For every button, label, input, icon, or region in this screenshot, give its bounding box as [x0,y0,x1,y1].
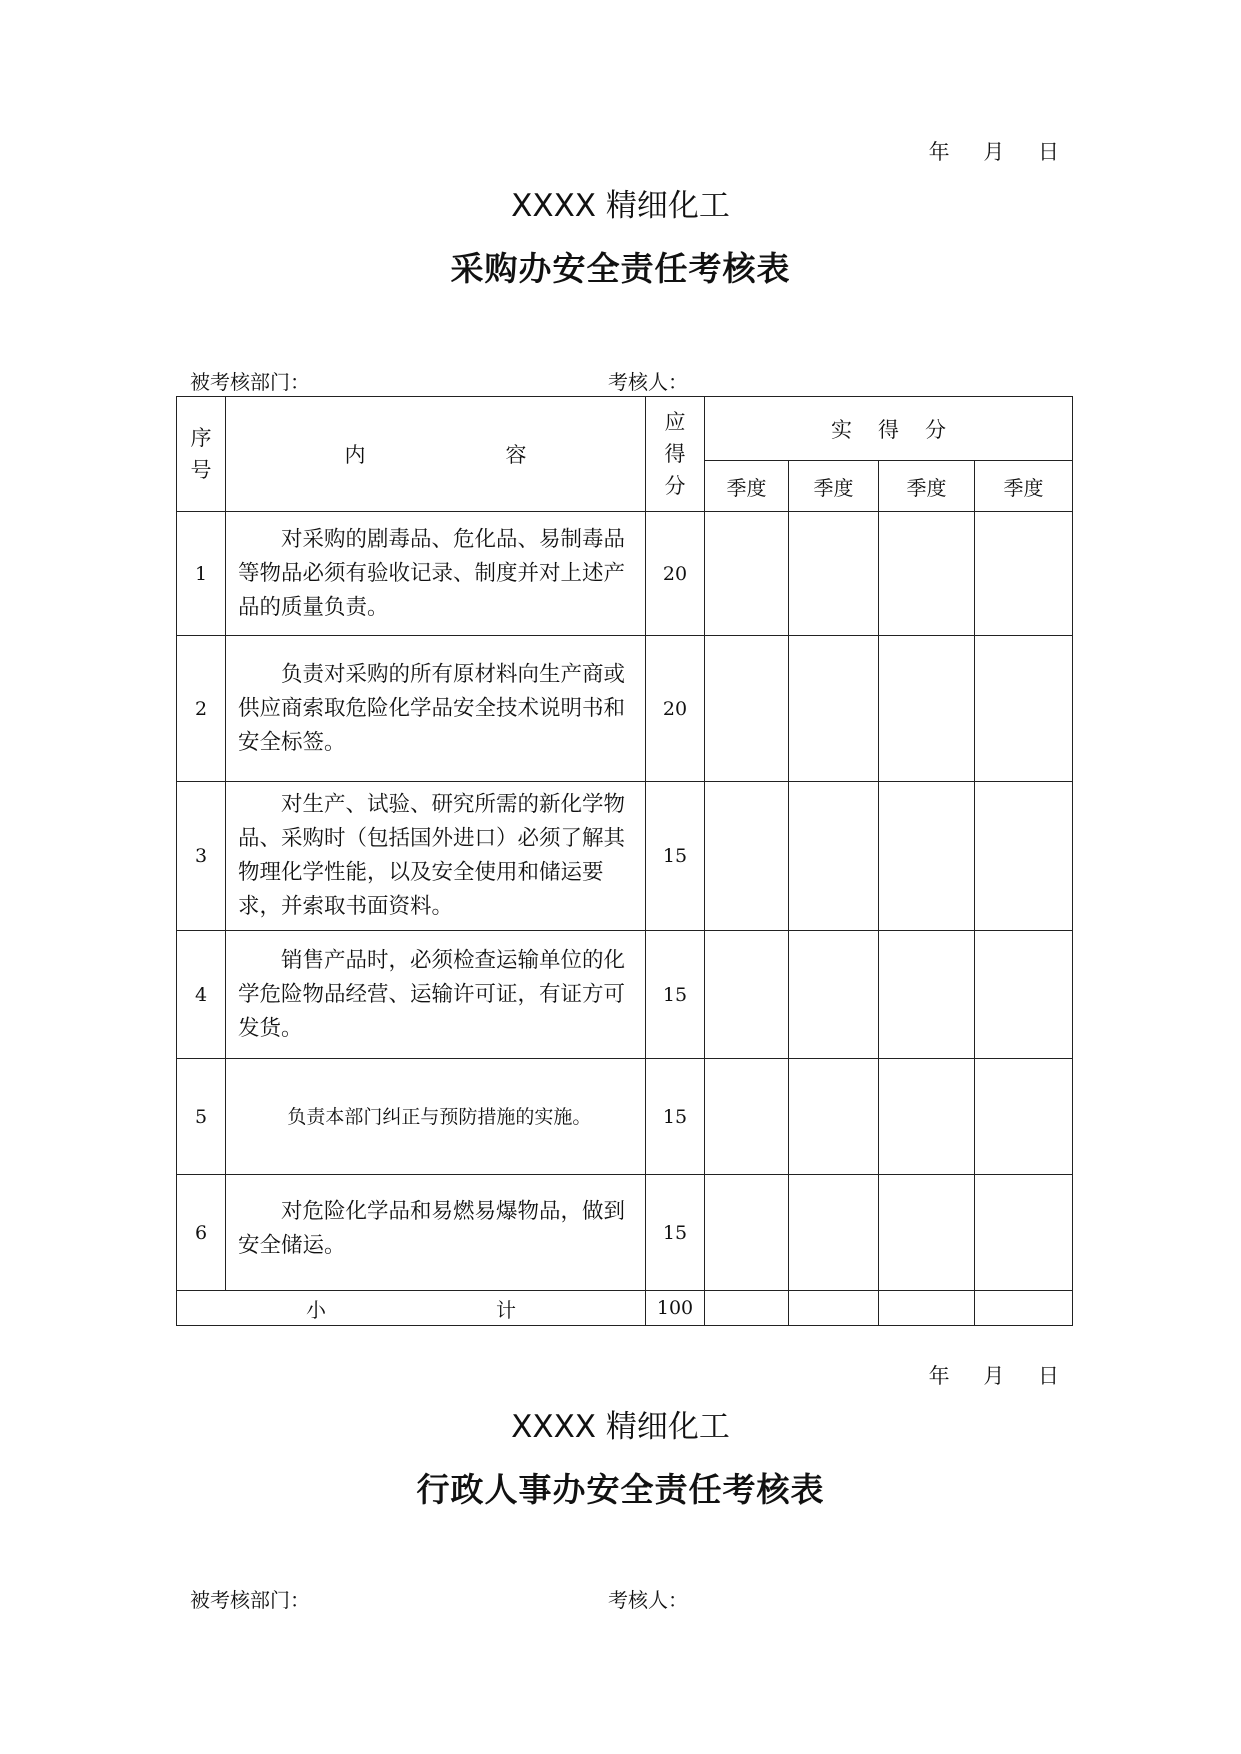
quarter-cell[interactable] [879,931,975,1059]
header-actual-score: 实 得 分 [705,397,1073,461]
assessor-label: 考核人： [608,370,688,394]
quarter-cell[interactable] [705,512,789,636]
row-seq: 4 [177,931,226,1059]
form-title: 采购办安全责任考核表 [450,249,791,288]
quarter-cell[interactable] [705,782,789,931]
quarter-cell[interactable] [975,636,1073,782]
quarter-cell[interactable] [789,512,879,636]
quarter-cell[interactable] [975,1291,1073,1326]
date-line [929,1360,1059,1390]
subtotal-score: 100 [646,1291,705,1326]
row-content: 对生产、试验、研究所需的新化学物品、采购时（包括国外进口）必须了解其物理化学性能，以及安全使用和储运要求，并索取书面资料。 [226,782,646,931]
date-year-label: 年 [928,140,950,164]
form-title: 行政人事办安全责任考核表 [416,1470,825,1509]
header-score: 应 得 分 [646,397,705,512]
assessor-label: 考核人： [608,1588,688,1612]
row-score: 15 [646,782,705,931]
row-seq: 1 [177,512,226,636]
row-seq: 5 [177,1059,226,1175]
header-quarter: 季度 [789,461,879,512]
company-name: XXXX 精细化工 [511,1409,730,1445]
row-content: 负责对采购的所有原材料向生产商或供应商索取危险化学品安全技术说明书和安全标签。 [226,636,646,782]
quarter-cell[interactable] [705,1291,789,1326]
quarter-cell[interactable] [975,931,1073,1059]
header-quarter: 季度 [705,461,789,512]
row-score: 15 [646,931,705,1059]
row-seq: 3 [177,782,226,931]
table-row [177,931,1073,1059]
quarter-cell[interactable] [975,1059,1073,1175]
quarter-cell[interactable] [975,1175,1073,1291]
date-year-label: 年 [928,1364,950,1388]
table-row [177,512,1073,636]
row-content: 销售产品时，必须检查运输单位的化学危险物品经营、运输许可证，有证方可发货。 [226,931,646,1059]
row-score: 20 [646,512,705,636]
row-score: 15 [646,1175,705,1291]
row-score: 15 [646,1059,705,1175]
row-content: 对危险化学品和易燃易爆物品，做到安全储运。 [226,1175,646,1291]
table-row [177,1059,1073,1175]
dept-label: 被考核部门： [190,370,310,394]
header-seq: 序 号 [177,397,226,512]
quarter-cell[interactable] [879,512,975,636]
header-quarter: 季度 [879,461,975,512]
header-quarter: 季度 [975,461,1073,512]
quarter-cell[interactable] [975,782,1073,931]
quarter-cell[interactable] [705,636,789,782]
row-content: 负责本部门纠正与预防措施的实施。 [226,1059,646,1175]
quarter-cell[interactable] [789,1175,879,1291]
company-name: XXXX 精细化工 [511,188,730,224]
date-day-label: 日 [1038,140,1059,164]
table-row [177,636,1073,782]
subtotal-label: 小 计 [177,1291,646,1326]
date-month-label: 月 [983,140,1005,164]
quarter-cell[interactable] [789,1059,879,1175]
date-line [929,136,1059,166]
table-row [177,1175,1073,1291]
quarter-cell[interactable] [705,931,789,1059]
assessment-table [176,396,1073,1326]
quarter-cell[interactable] [879,1175,975,1291]
quarter-cell[interactable] [879,636,975,782]
date-day-label: 日 [1038,1364,1059,1388]
quarter-cell[interactable] [879,1291,975,1326]
quarter-cell[interactable] [975,512,1073,636]
quarter-cell[interactable] [789,636,879,782]
quarter-cell[interactable] [705,1175,789,1291]
quarter-cell[interactable] [879,782,975,931]
quarter-cell[interactable] [879,1059,975,1175]
quarter-cell[interactable] [789,931,879,1059]
header-content: 内 容 [226,397,646,512]
row-content: 对采购的剧毒品、危化品、易制毒品等物品必须有验收记录、制度并对上述产品的质量负责。 [226,512,646,636]
table-row [177,782,1073,931]
quarter-cell[interactable] [789,1291,879,1326]
quarter-cell[interactable] [789,782,879,931]
dept-label: 被考核部门： [190,1588,310,1612]
date-month-label: 月 [983,1364,1005,1388]
subtotal-row [177,1291,1073,1326]
row-score: 20 [646,636,705,782]
quarter-cell[interactable] [705,1059,789,1175]
row-seq: 2 [177,636,226,782]
row-seq: 6 [177,1175,226,1291]
